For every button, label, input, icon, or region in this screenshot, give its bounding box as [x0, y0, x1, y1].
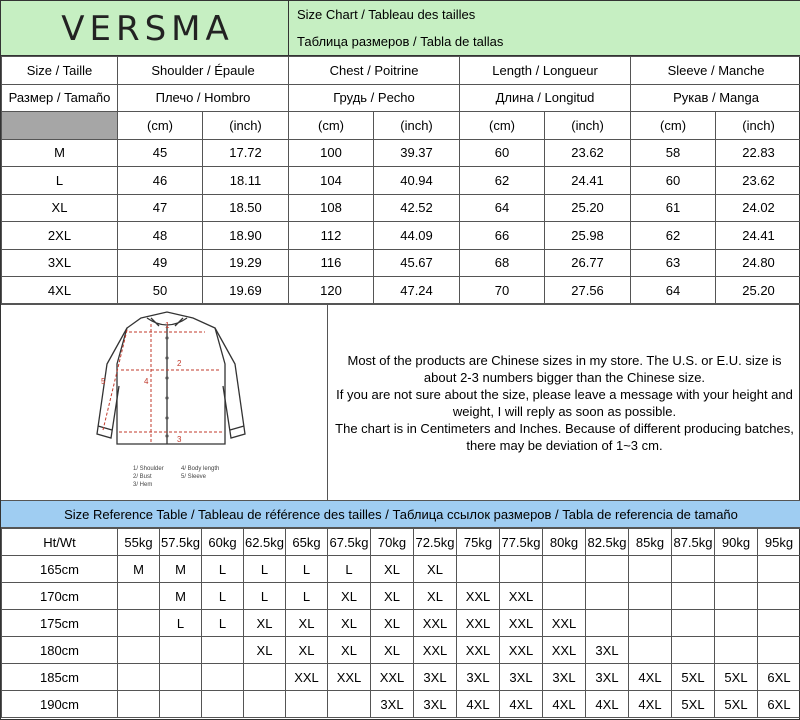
measurement-cell: 47.24: [374, 277, 460, 305]
recommended-size-cell: [629, 583, 672, 610]
recommended-size-cell: [672, 583, 715, 610]
marker-3: 3: [177, 435, 182, 444]
weight-header-cell: 57.5kg: [160, 529, 202, 556]
header-shoulder: Shoulder / Épaule: [118, 57, 289, 85]
recommended-size-cell: [500, 556, 543, 583]
recommended-size-cell: 6XL: [758, 691, 800, 718]
size-label-cell: 4XL: [2, 277, 118, 305]
weight-header-cell: 77.5kg: [500, 529, 543, 556]
measurement-cell: 61: [631, 194, 716, 222]
note-line: there may be deviation of 1~3 cm.: [466, 437, 663, 453]
recommended-size-cell: [758, 556, 800, 583]
recommended-size-cell: [543, 556, 586, 583]
grey-cell: [2, 112, 118, 140]
weight-header-cell: 60kg: [202, 529, 244, 556]
weight-header-cell: 62.5kg: [244, 529, 286, 556]
recommended-size-cell: XL: [371, 637, 414, 664]
measurement-cell: 27.56: [545, 277, 631, 305]
size-label-cell: 3XL: [2, 249, 118, 277]
recommended-size-cell: L: [244, 583, 286, 610]
recommended-size-cell: 5XL: [715, 691, 758, 718]
note-line: The chart is in Centimeters and Inches. Because of different producing batches,: [335, 420, 794, 436]
size-row: [2, 194, 800, 222]
recommended-size-cell: [244, 664, 286, 691]
recommended-size-cell: 4XL: [500, 691, 543, 718]
measurement-cell: 66: [460, 222, 545, 250]
measurement-cell: 23.62: [545, 139, 631, 167]
measurement-cell: 44.09: [374, 222, 460, 250]
legend-bust: 2/ Bust: [133, 474, 152, 480]
measurement-cell: 39.37: [374, 139, 460, 167]
measurement-cell: 18.90: [203, 222, 289, 250]
header-size: Size / Taille: [2, 57, 118, 85]
recommended-size-cell: [715, 583, 758, 610]
measurement-cell: 19.29: [203, 249, 289, 277]
size-label-cell: XL: [2, 194, 118, 222]
measurement-cell: 45: [118, 139, 203, 167]
recommended-size-cell: XXL: [457, 637, 500, 664]
measurement-cell: 18.50: [203, 194, 289, 222]
legend-body-length: 4/ Body length: [181, 466, 220, 472]
measurement-cell: 68: [460, 249, 545, 277]
weight-header-cell: 67.5kg: [328, 529, 371, 556]
weight-header-row: [2, 529, 800, 556]
measurement-cell: 23.62: [716, 167, 800, 195]
recommended-size-cell: [160, 691, 202, 718]
recommended-size-cell: 5XL: [715, 664, 758, 691]
shirt-outline-icon: [1, 304, 327, 501]
measurement-cell: 22.83: [716, 139, 800, 167]
recommended-size-cell: XXL: [457, 610, 500, 637]
size-row: [2, 249, 800, 277]
marker-5: 5: [101, 377, 106, 386]
recommended-size-cell: 6XL: [758, 664, 800, 691]
unit-cell: (cm): [289, 112, 374, 140]
recommended-size-cell: [286, 691, 328, 718]
header-shoulder-2: Плечо / Hombro: [118, 84, 289, 112]
recommended-size-cell: XL: [328, 637, 371, 664]
size-label-cell: 2XL: [2, 222, 118, 250]
recommended-size-cell: L: [328, 556, 371, 583]
units-row: [2, 112, 800, 140]
weight-header-cell: 87.5kg: [672, 529, 715, 556]
legend-sleeve: 5/ Sleeve: [181, 474, 207, 480]
recommended-size-cell: L: [202, 583, 244, 610]
recommended-size-cell: [758, 583, 800, 610]
note-line: about 2-3 numbers bigger than the Chinese size.: [423, 369, 706, 385]
header-length: Length / Longueur: [460, 57, 631, 85]
recommended-size-cell: XL: [414, 556, 457, 583]
measurement-cell: 112: [289, 222, 374, 250]
recommended-size-cell: L: [202, 556, 244, 583]
recommended-size-cell: XXL: [286, 664, 328, 691]
height-cell: 185cm: [2, 664, 118, 691]
measurement-cell: 70: [460, 277, 545, 305]
recommended-size-cell: XXL: [414, 610, 457, 637]
header-row-2: [2, 84, 800, 112]
recommended-size-cell: 3XL: [543, 664, 586, 691]
recommended-size-cell: [118, 691, 160, 718]
weight-header-cell: 65kg: [286, 529, 328, 556]
recommended-size-cell: L: [286, 556, 328, 583]
recommended-size-cell: L: [286, 583, 328, 610]
recommended-size-cell: M: [160, 556, 202, 583]
weight-header-cell: 75kg: [457, 529, 500, 556]
size-row: [2, 167, 800, 195]
height-row: [2, 664, 800, 691]
height-cell: 165cm: [2, 556, 118, 583]
recommended-size-cell: L: [160, 610, 202, 637]
recommended-size-cell: [629, 610, 672, 637]
height-row: [2, 691, 800, 718]
recommended-size-cell: [160, 664, 202, 691]
size-label-cell: L: [2, 167, 118, 195]
header: [1, 1, 800, 56]
height-row: [2, 610, 800, 637]
recommended-size-cell: XXL: [457, 583, 500, 610]
measurement-cell: 42.52: [374, 194, 460, 222]
recommended-size-cell: XL: [371, 556, 414, 583]
measurement-cell: 46: [118, 167, 203, 195]
recommended-size-cell: [672, 610, 715, 637]
recommended-size-cell: XXL: [543, 637, 586, 664]
measurement-cell: 40.94: [374, 167, 460, 195]
header-size-2: Размер / Tamaño: [2, 84, 118, 112]
header-title-line-2: Таблица размеров / Tabla de tallas: [297, 34, 504, 49]
recommended-size-cell: XXL: [328, 664, 371, 691]
measurement-cell: 108: [289, 194, 374, 222]
measurement-cell: 24.41: [545, 167, 631, 195]
measurement-cell: 25.98: [545, 222, 631, 250]
size-chart-table: [1, 56, 800, 305]
unit-cell: (inch): [203, 112, 289, 140]
info-section: [1, 303, 800, 500]
recommended-size-cell: XL: [371, 610, 414, 637]
measurement-cell: 50: [118, 277, 203, 305]
recommended-size-cell: XL: [371, 583, 414, 610]
size-reference-table: [1, 528, 800, 718]
recommended-size-cell: M: [118, 556, 160, 583]
recommended-size-cell: L: [202, 610, 244, 637]
header-title-line-1: Size Chart / Tableau des tailles: [297, 7, 476, 22]
recommended-size-cell: 4XL: [629, 691, 672, 718]
measurement-cell: 62: [460, 167, 545, 195]
recommended-size-cell: [328, 691, 371, 718]
recommended-size-cell: M: [160, 583, 202, 610]
recommended-size-cell: L: [244, 556, 286, 583]
size-note: [328, 304, 800, 501]
measurement-cell: 17.72: [203, 139, 289, 167]
legend-hem: 3/ Hem: [133, 482, 153, 488]
measurement-cell: 104: [289, 167, 374, 195]
size-row: [2, 277, 800, 305]
unit-cell: (cm): [631, 112, 716, 140]
measurement-cell: 116: [289, 249, 374, 277]
size-row: [2, 139, 800, 167]
measurement-cell: 120: [289, 277, 374, 305]
measurement-cell: 49: [118, 249, 203, 277]
height-cell: 170cm: [2, 583, 118, 610]
note-line: Most of the products are Chinese sizes in my store. The U.S. or E.U. size is: [347, 352, 782, 368]
size-label-cell: M: [2, 139, 118, 167]
recommended-size-cell: XL: [244, 637, 286, 664]
measurement-cell: 19.69: [203, 277, 289, 305]
recommended-size-cell: [202, 637, 244, 664]
recommended-size-cell: XL: [286, 610, 328, 637]
recommended-size-cell: 4XL: [586, 691, 629, 718]
measurement-cell: 64: [460, 194, 545, 222]
recommended-size-cell: 3XL: [414, 664, 457, 691]
note-line: weight, I will reply as soon as possible.: [452, 403, 677, 419]
recommended-size-cell: [586, 556, 629, 583]
height-cell: 180cm: [2, 637, 118, 664]
legend-shoulder: 1/ Shoulder: [133, 466, 164, 472]
measurement-cell: 58: [631, 139, 716, 167]
recommended-size-cell: XXL: [500, 610, 543, 637]
recommended-size-cell: [672, 637, 715, 664]
reference-rows: [2, 529, 800, 718]
recommended-size-cell: 3XL: [457, 664, 500, 691]
recommended-size-cell: XL: [328, 583, 371, 610]
unit-cell: (inch): [716, 112, 800, 140]
recommended-size-cell: [457, 556, 500, 583]
measurement-cell: 60: [460, 139, 545, 167]
recommended-size-cell: [672, 556, 715, 583]
header-sleeve: Sleeve / Manche: [631, 57, 800, 85]
recommended-size-cell: XL: [286, 637, 328, 664]
measurement-cell: 26.77: [545, 249, 631, 277]
height-row: [2, 637, 800, 664]
marker-2: 2: [177, 359, 182, 368]
recommended-size-cell: 4XL: [543, 691, 586, 718]
recommended-size-cell: [758, 610, 800, 637]
marker-4: 4: [144, 377, 149, 386]
recommended-size-cell: [244, 691, 286, 718]
recommended-size-cell: [118, 664, 160, 691]
reference-table-title: Size Reference Table / Tableau de référence des tailles / Таблица ссылок размеров / Tabla de referencia de tamaño: [1, 500, 800, 528]
recommended-size-cell: [715, 610, 758, 637]
measurement-cell: 100: [289, 139, 374, 167]
recommended-size-cell: 4XL: [629, 664, 672, 691]
recommended-size-cell: [202, 691, 244, 718]
weight-header-cell: 85kg: [629, 529, 672, 556]
recommended-size-cell: XXL: [500, 637, 543, 664]
unit-cell: (cm): [118, 112, 203, 140]
measurement-cell: 24.80: [716, 249, 800, 277]
ht-wt-corner: Ht/Wt: [2, 529, 118, 556]
height-cell: 190cm: [2, 691, 118, 718]
recommended-size-cell: 5XL: [672, 691, 715, 718]
height-cell: 175cm: [2, 610, 118, 637]
size-row: [2, 222, 800, 250]
recommended-size-cell: [118, 637, 160, 664]
recommended-size-cell: XL: [328, 610, 371, 637]
measurement-cell: 60: [631, 167, 716, 195]
weight-header-cell: 55kg: [118, 529, 160, 556]
measurement-cell: 48: [118, 222, 203, 250]
height-row: [2, 583, 800, 610]
measurement-cell: 25.20: [716, 277, 800, 305]
recommended-size-cell: [118, 583, 160, 610]
measurement-cell: 62: [631, 222, 716, 250]
recommended-size-cell: XXL: [543, 610, 586, 637]
recommended-size-cell: [160, 637, 202, 664]
recommended-size-cell: [629, 637, 672, 664]
recommended-size-cell: 3XL: [500, 664, 543, 691]
measurement-cell: 63: [631, 249, 716, 277]
recommended-size-cell: [118, 610, 160, 637]
recommended-size-cell: [543, 583, 586, 610]
weight-header-cell: 70kg: [371, 529, 414, 556]
measurement-cell: 45.67: [374, 249, 460, 277]
recommended-size-cell: 3XL: [586, 637, 629, 664]
measurement-cell: 47: [118, 194, 203, 222]
header-length-2: Длина / Longitud: [460, 84, 631, 112]
weight-header-cell: 90kg: [715, 529, 758, 556]
recommended-size-cell: [629, 556, 672, 583]
unit-cell: (cm): [460, 112, 545, 140]
unit-cell: (inch): [374, 112, 460, 140]
recommended-size-cell: 3XL: [371, 691, 414, 718]
weight-header-cell: 80kg: [543, 529, 586, 556]
header-row-1: [2, 57, 800, 85]
recommended-size-cell: 3XL: [586, 664, 629, 691]
recommended-size-cell: [202, 664, 244, 691]
brand-logo: VERSMA: [7, 1, 289, 56]
unit-cell: (inch): [545, 112, 631, 140]
note-line: If you are not sure about the size, please leave a message with your height and: [336, 386, 793, 402]
measurement-cell: 24.02: [716, 194, 800, 222]
recommended-size-cell: [586, 610, 629, 637]
recommended-size-cell: XXL: [371, 664, 414, 691]
weight-header-cell: 95kg: [758, 529, 800, 556]
recommended-size-cell: XXL: [500, 583, 543, 610]
height-row: [2, 556, 800, 583]
size-rows: [2, 139, 800, 304]
marker-1: 1: [165, 321, 170, 330]
recommended-size-cell: 4XL: [457, 691, 500, 718]
recommended-size-cell: [586, 583, 629, 610]
recommended-size-cell: XL: [244, 610, 286, 637]
measurement-cell: 64: [631, 277, 716, 305]
recommended-size-cell: [758, 637, 800, 664]
recommended-size-cell: XXL: [414, 637, 457, 664]
weight-header-cell: 72.5kg: [414, 529, 457, 556]
recommended-size-cell: [715, 556, 758, 583]
measurement-cell: 25.20: [545, 194, 631, 222]
header-sleeve-2: Рукав / Manga: [631, 84, 800, 112]
recommended-size-cell: [715, 637, 758, 664]
recommended-size-cell: 5XL: [672, 664, 715, 691]
weight-header-cell: 82.5kg: [586, 529, 629, 556]
measurement-cell: 24.41: [716, 222, 800, 250]
recommended-size-cell: XL: [414, 583, 457, 610]
header-chest-2: Грудь / Pecho: [289, 84, 460, 112]
recommended-size-cell: 3XL: [414, 691, 457, 718]
shirt-diagram: [1, 304, 328, 501]
measurement-cell: 18.11: [203, 167, 289, 195]
header-chest: Chest / Poitrine: [289, 57, 460, 85]
